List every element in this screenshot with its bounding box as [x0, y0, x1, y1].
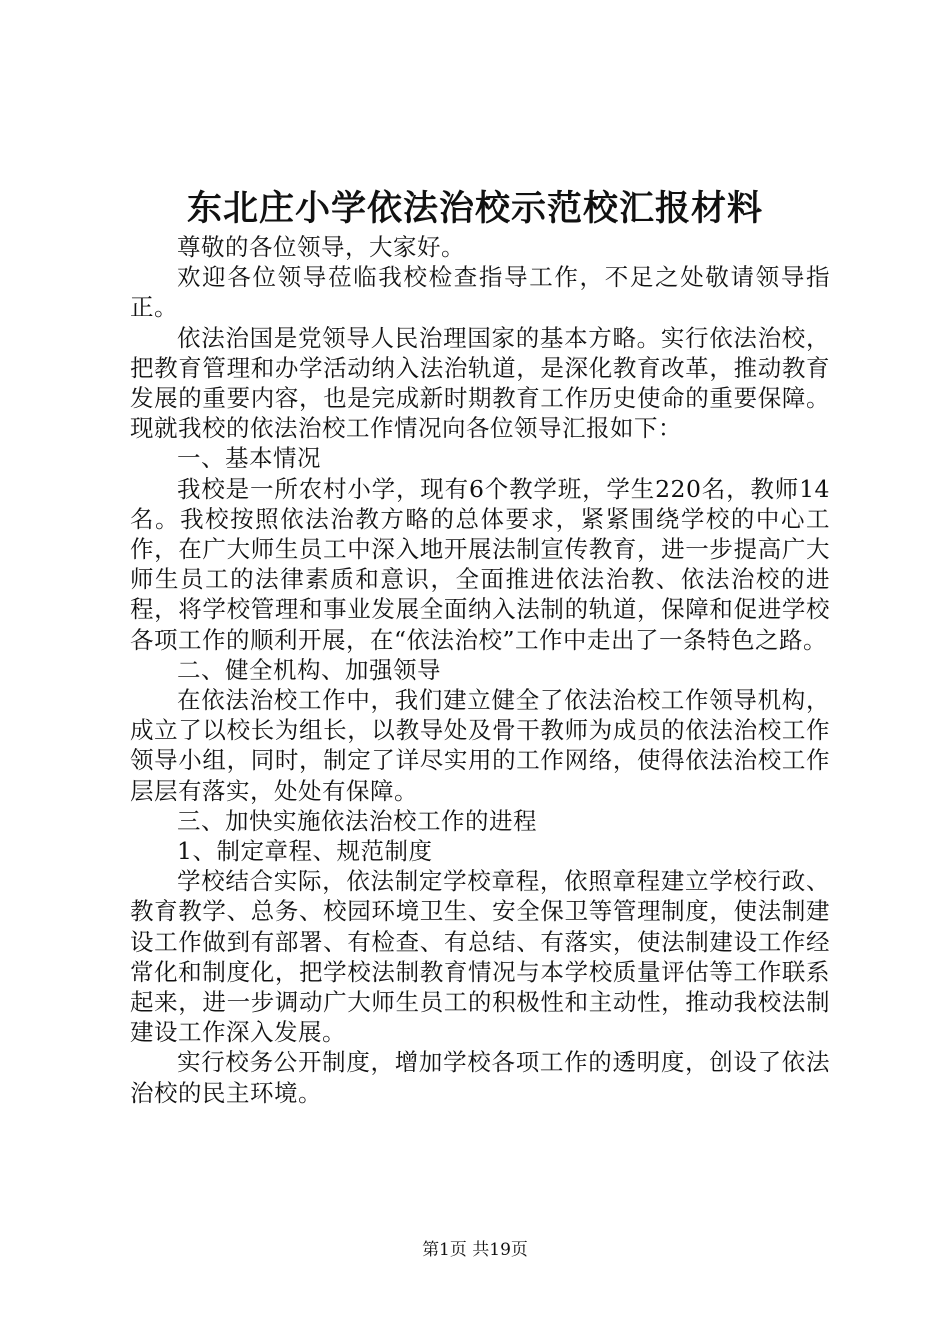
paragraph-greeting: 尊敬的各位领导，大家好。 — [177, 233, 465, 261]
paragraph-basic: 我校是一所农村小学，现有6个教学班，学生220名，教师14名。我校按照依法治教方略的总体要求，紧紧围绕学校的中心工作，在广大师生员工中深入地开展法制宣传教育，进一步提高广大师生员工的法律素质和意识，全面推进依法治教、依法治校的进程，将学校管理和事业发展全面纳入法制的轨道，保障和促进学校各项工作的顺利开展，在“依法治校”工作中走出了一条特色之路。 — [130, 474, 830, 654]
paragraph-rules: 学校结合实际，依法制定学校章程，依照章程建立学校行政、教育教学、总务、校园环境卫生、安全保卫等管理制度，使法制建设工作做到有部署、有检查、有总结、有落实，使法制建设工作经常化和制度化，把学校法制教育情况与本学校质量评估等工作联系起来，进一步调动广大师生员工的积极性和主动性，推动我校法制建设工作深入发展。 — [130, 867, 830, 1047]
document-title: 东北庄小学依法治校示范校汇报材料 — [186, 188, 763, 229]
paragraph-transparency: 实行校务公开制度，增加学校各项工作的透明度，创设了依法治校的民主环境。 — [130, 1048, 830, 1107]
paragraph-organization: 在依法治校工作中，我们建立健全了依法治校工作领导机构，成立了以校长为组长，以教导处及骨干教师为成员的依法治校工作领导小组，同时，制定了详尽实用的工作网络，使得依法治校工作层层有落实，处处有保障。 — [130, 686, 830, 805]
paragraph-welcome: 欢迎各位领导莅临我校检查指导工作，不足之处敬请领导指正。 — [130, 263, 830, 322]
subsection-heading-rules: 1、制定章程、规范制度 — [177, 837, 433, 866]
document-body — [130, 232, 830, 1108]
section-heading-basic: 一、基本情况 — [177, 444, 321, 473]
section-heading-progress: 三、加快实施依法治校工作的进程 — [177, 806, 537, 835]
section-heading-organization: 二、健全机构、加强领导 — [177, 655, 441, 684]
page-number: 第1页 共19页 — [422, 1240, 528, 1260]
paragraph-intro: 依法治国是党领导人民治理国家的基本方略。实行依法治校，把教育管理和办学活动纳入法治轨道，是深化教育改革，推动教育发展的重要内容，也是完成新时期教育工作历史使命的重要保障。现就我校的依法治校工作情况向各位领导汇报如下： — [130, 323, 830, 443]
